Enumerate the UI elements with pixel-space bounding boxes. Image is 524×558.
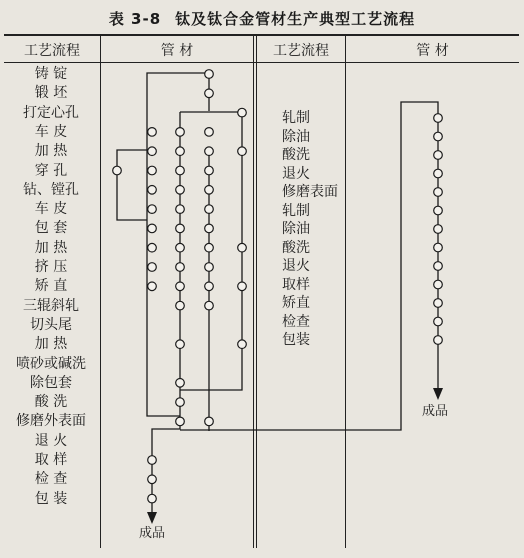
- flow-node: [176, 166, 185, 175]
- right-step-label: 检查: [282, 313, 310, 330]
- flow-node: [205, 417, 214, 426]
- left-step-label: 铸 锭: [34, 66, 68, 82]
- left-step-label: 切头尾: [30, 316, 72, 333]
- flow-node: [205, 147, 214, 156]
- right-step-label: 包装: [282, 332, 310, 348]
- flow-node: [205, 70, 214, 79]
- flow-diagram: [4, 34, 519, 548]
- flow-node: [148, 494, 157, 503]
- flow-node: [238, 282, 247, 291]
- header-pipe-left: 管 材: [160, 43, 194, 59]
- flow-node: [176, 340, 185, 349]
- flow-node: [176, 398, 185, 407]
- route-b-loop-line: [117, 150, 147, 220]
- left-step-label: 除包套: [30, 374, 72, 391]
- flow-node: [176, 224, 185, 233]
- right-step-label: 酸洗: [282, 239, 310, 256]
- left-step-label: 检 查: [34, 471, 68, 488]
- left-step-label: 退 火: [34, 432, 68, 449]
- right-step-label: 轧制: [282, 202, 310, 219]
- right-route-line: [180, 102, 438, 430]
- left-step-label: 包 套: [34, 220, 68, 237]
- route-c-line: [152, 112, 180, 439]
- right-step-label: 除油: [282, 221, 310, 237]
- left-step-label: 锻 坯: [34, 85, 68, 102]
- flow-node: [205, 205, 214, 214]
- flow-node: [176, 128, 185, 137]
- left-step-label: 酸 洗: [34, 394, 68, 411]
- right-step-label: 除油: [282, 128, 310, 145]
- right-step-label: 退火: [282, 165, 310, 182]
- table-caption: 钛及钛合金管材生产典型工艺流程: [175, 10, 416, 28]
- flow-node: [113, 166, 122, 175]
- flow-node: [434, 206, 443, 215]
- flow-node: [148, 243, 157, 252]
- left-step-label: 包 装: [34, 490, 68, 507]
- flow-node: [148, 263, 157, 272]
- left-step-label: 喷砂或碱洗: [16, 355, 86, 372]
- right-step-label: 矫直: [282, 295, 310, 311]
- left-step-label: 车 皮: [34, 123, 68, 140]
- flow-node: [434, 262, 443, 271]
- flow-node: [148, 166, 157, 175]
- header-pipe-right: 管 材: [416, 43, 449, 59]
- flow-node: [148, 282, 157, 291]
- flow-node: [434, 336, 443, 345]
- left-output-label: 成品: [139, 526, 166, 541]
- flow-node: [148, 128, 157, 137]
- flow-node: [176, 263, 185, 272]
- left-step-label: 矫 直: [34, 278, 68, 295]
- header-process-left: 工艺流程: [24, 43, 80, 59]
- flow-node: [148, 205, 157, 214]
- flow-node: [205, 243, 214, 252]
- flow-node: [434, 132, 443, 141]
- header-process-right: 工艺流程: [273, 43, 329, 59]
- flow-node: [434, 280, 443, 289]
- flow-node: [434, 317, 443, 326]
- left-step-label: 修磨外表面: [16, 413, 86, 430]
- flow-node: [205, 282, 214, 291]
- flow-node: [205, 224, 214, 233]
- flow-node: [205, 166, 214, 175]
- left-step-label: 加 热: [34, 239, 68, 256]
- table-number: 表 3-8: [108, 10, 162, 28]
- flow-node: [205, 263, 214, 272]
- right-step-label: 退火: [282, 258, 310, 274]
- right-step-label: 轧制: [282, 110, 310, 126]
- flow-node: [176, 417, 185, 426]
- left-output-arrow: [147, 512, 157, 524]
- left-step-label: 穿 孔: [34, 162, 68, 179]
- flow-node: [148, 475, 157, 484]
- flow-node: [434, 243, 443, 252]
- left-step-label: 挤 压: [34, 259, 68, 275]
- flow-node: [148, 147, 157, 156]
- left-step-label: 三辊斜轧: [23, 297, 79, 314]
- left-step-label: 取 样: [34, 452, 68, 468]
- flow-node: [176, 379, 185, 388]
- flow-node: [176, 243, 185, 252]
- flow-node: [205, 186, 214, 195]
- flow-node: [434, 169, 443, 178]
- flow-node: [434, 225, 443, 234]
- flow-node: [205, 301, 214, 310]
- flow-node: [205, 128, 214, 137]
- table-title: [0, 8, 524, 29]
- right-output-label: 成品: [422, 404, 449, 419]
- flow-node: [238, 147, 247, 156]
- flow-node: [205, 89, 214, 98]
- flow-node: [176, 186, 185, 195]
- right-step-label: 酸洗: [282, 147, 310, 163]
- flow-node: [238, 108, 247, 117]
- flow-node: [176, 205, 185, 214]
- flow-node: [434, 188, 443, 197]
- right-step-label: 修磨表面: [282, 184, 338, 200]
- left-step-label: 加 热: [34, 143, 68, 160]
- right-output-arrow: [433, 388, 443, 400]
- flow-node: [148, 224, 157, 233]
- flow-node: [176, 282, 185, 291]
- flow-node: [434, 114, 443, 123]
- process-flow-table: [4, 34, 519, 548]
- flow-node: [176, 301, 185, 310]
- left-step-label: 车 皮: [34, 201, 68, 218]
- left-step-label: 钻、镗孔: [23, 181, 79, 198]
- flow-node: [238, 340, 247, 349]
- flow-node: [148, 186, 157, 195]
- left-step-label: 加 热: [34, 336, 68, 353]
- flow-node: [434, 299, 443, 308]
- flow-node: [434, 151, 443, 160]
- flow-node: [148, 456, 157, 465]
- flow-node: [238, 243, 247, 252]
- left-step-label: 打定心孔: [23, 104, 79, 121]
- flow-node: [176, 147, 185, 156]
- right-step-label: 取样: [282, 276, 310, 293]
